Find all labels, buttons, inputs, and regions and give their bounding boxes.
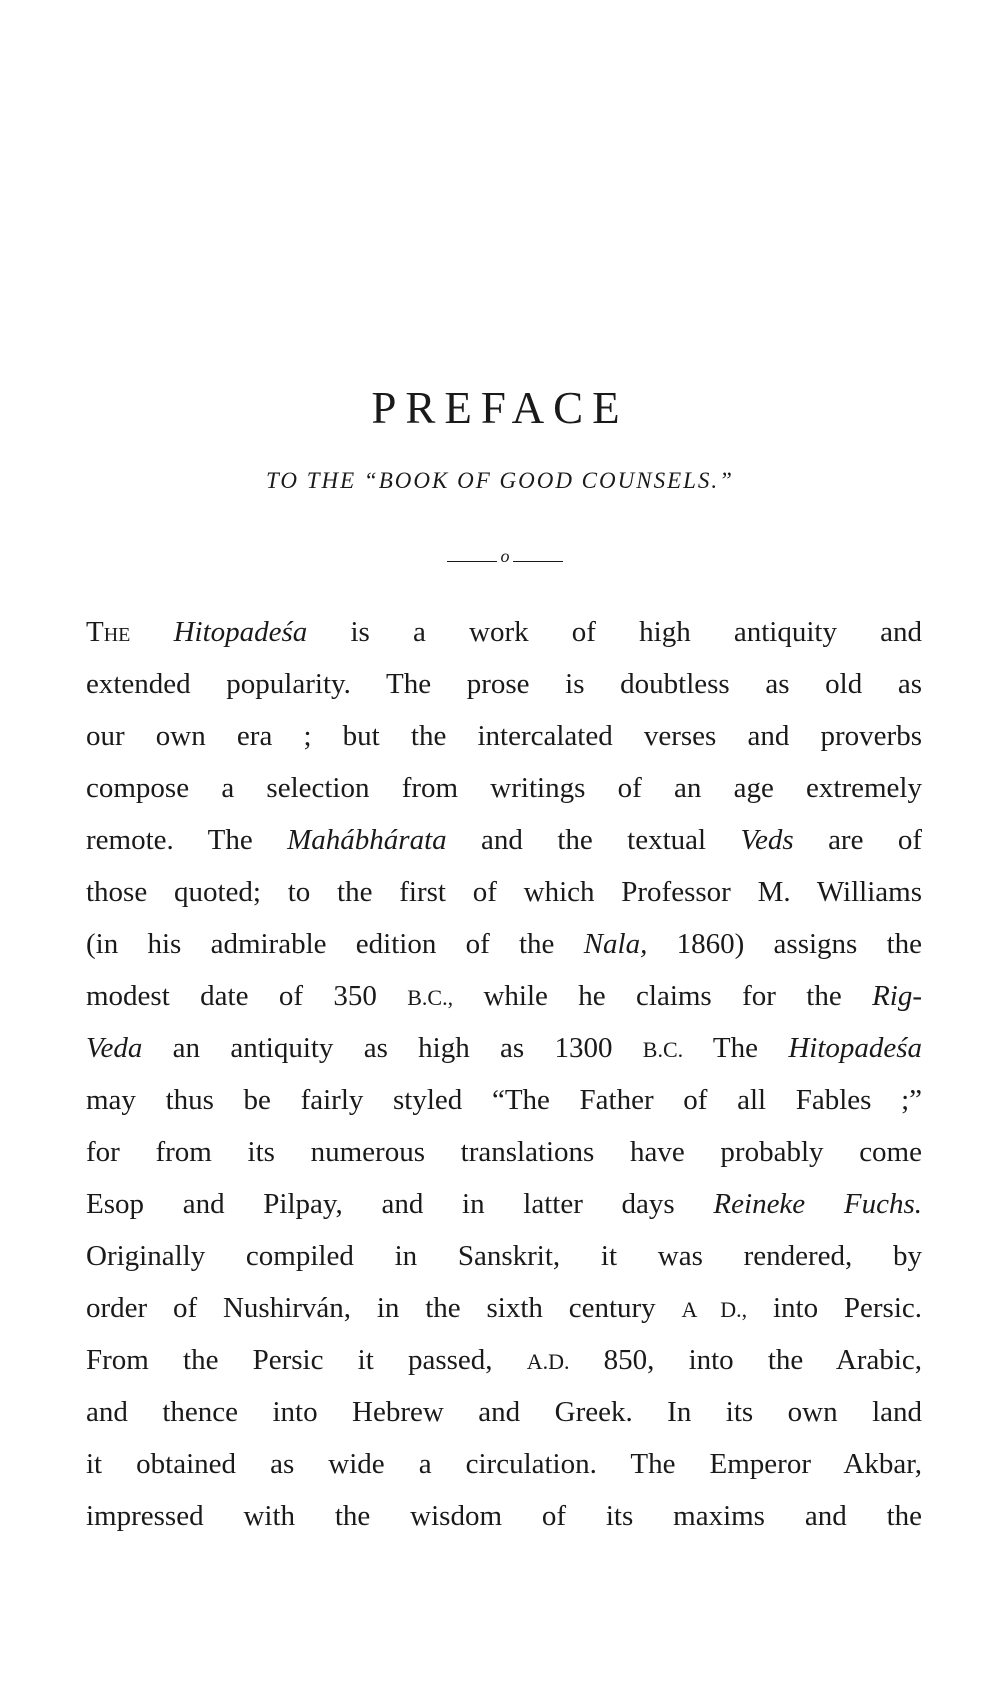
italic-title: Hitopadeśa	[788, 1032, 923, 1064]
italic-title: Veda	[86, 1032, 143, 1064]
italic-title: Reineke Fuchs.	[713, 1188, 923, 1220]
italic-title: Nala,	[583, 928, 648, 960]
text-line-1	[86, 612, 922, 652]
abbreviation: A D.,	[681, 1297, 748, 1322]
text-run: an antiquity as high as 1300	[172, 1032, 613, 1064]
divider-line-right	[513, 561, 563, 562]
text-run: 850, into the Arabic,	[603, 1344, 922, 1376]
text-run: modest date of 350	[86, 980, 377, 1012]
text-line-16: and thence into Hebrew and Greek. In its own land	[86, 1396, 922, 1428]
text-run: 1860) assigns the	[676, 928, 923, 960]
page-subtitle: TO THE “BOOK OF GOOD COUNSELS.”	[266, 468, 734, 493]
text-line-12	[86, 1184, 922, 1224]
text-line-10: may thus be fairly styled “The Father of all Fables ;”	[86, 1084, 922, 1116]
text-run: remote. The	[86, 824, 253, 856]
italic-title: Mahábhárata	[287, 824, 447, 856]
text-line-15	[86, 1340, 922, 1380]
text-line-17: it obtained as wide a circulation. The Emperor Akbar,	[86, 1448, 922, 1480]
divider-mark: o	[500, 546, 510, 566]
page-title: PREFACE	[371, 383, 629, 433]
first-word: The	[86, 616, 131, 648]
text-line-9	[86, 1028, 922, 1068]
text-line-5	[86, 820, 922, 860]
text-line-3: our own era ; but the intercalated verses and proverbs	[86, 720, 922, 752]
text-run: From the Persic it passed,	[86, 1344, 493, 1376]
text-line-7	[86, 924, 922, 964]
text-line-2: extended popularity. The prose is doubtless as old as	[86, 668, 922, 700]
italic-title: Hitopadeśa	[173, 616, 308, 648]
text-line-14	[86, 1288, 922, 1328]
divider-ornament	[447, 546, 563, 568]
text-line-11: for from its numerous translations have probably come	[86, 1136, 922, 1168]
text-line-6: those quoted; to the first of which Professor M. Williams	[86, 876, 922, 908]
divider-line-left	[447, 561, 497, 562]
text-run: The	[712, 1032, 759, 1064]
italic-title: Veds	[740, 824, 794, 856]
abbreviation: A.D.	[526, 1349, 570, 1374]
text-line-18: impressed with the wisdom of its maxims and the	[86, 1500, 922, 1532]
text-run: into Persic.	[772, 1292, 923, 1324]
text-run: Esop and Pilpay, and in latter days	[86, 1188, 675, 1220]
text-run: order of Nushirván, in the sixth century	[86, 1292, 656, 1324]
text-run: are of	[828, 824, 923, 856]
text-run: (in his admirable edition of the	[86, 928, 555, 960]
text-run: is a work of high antiquity and	[350, 616, 923, 648]
abbreviation: B.C.	[642, 1037, 684, 1062]
abbreviation: B.C.,	[407, 985, 454, 1010]
text-line-13: Originally compiled in Sanskrit, it was rendered, by	[86, 1240, 922, 1272]
text-line-4: compose a selection from writings of an age extremely	[86, 772, 922, 804]
italic-title: Rig-	[872, 980, 923, 1012]
text-run: and the textual	[481, 824, 707, 856]
text-run: while he claims for the	[483, 980, 842, 1012]
text-line-8	[86, 976, 922, 1016]
